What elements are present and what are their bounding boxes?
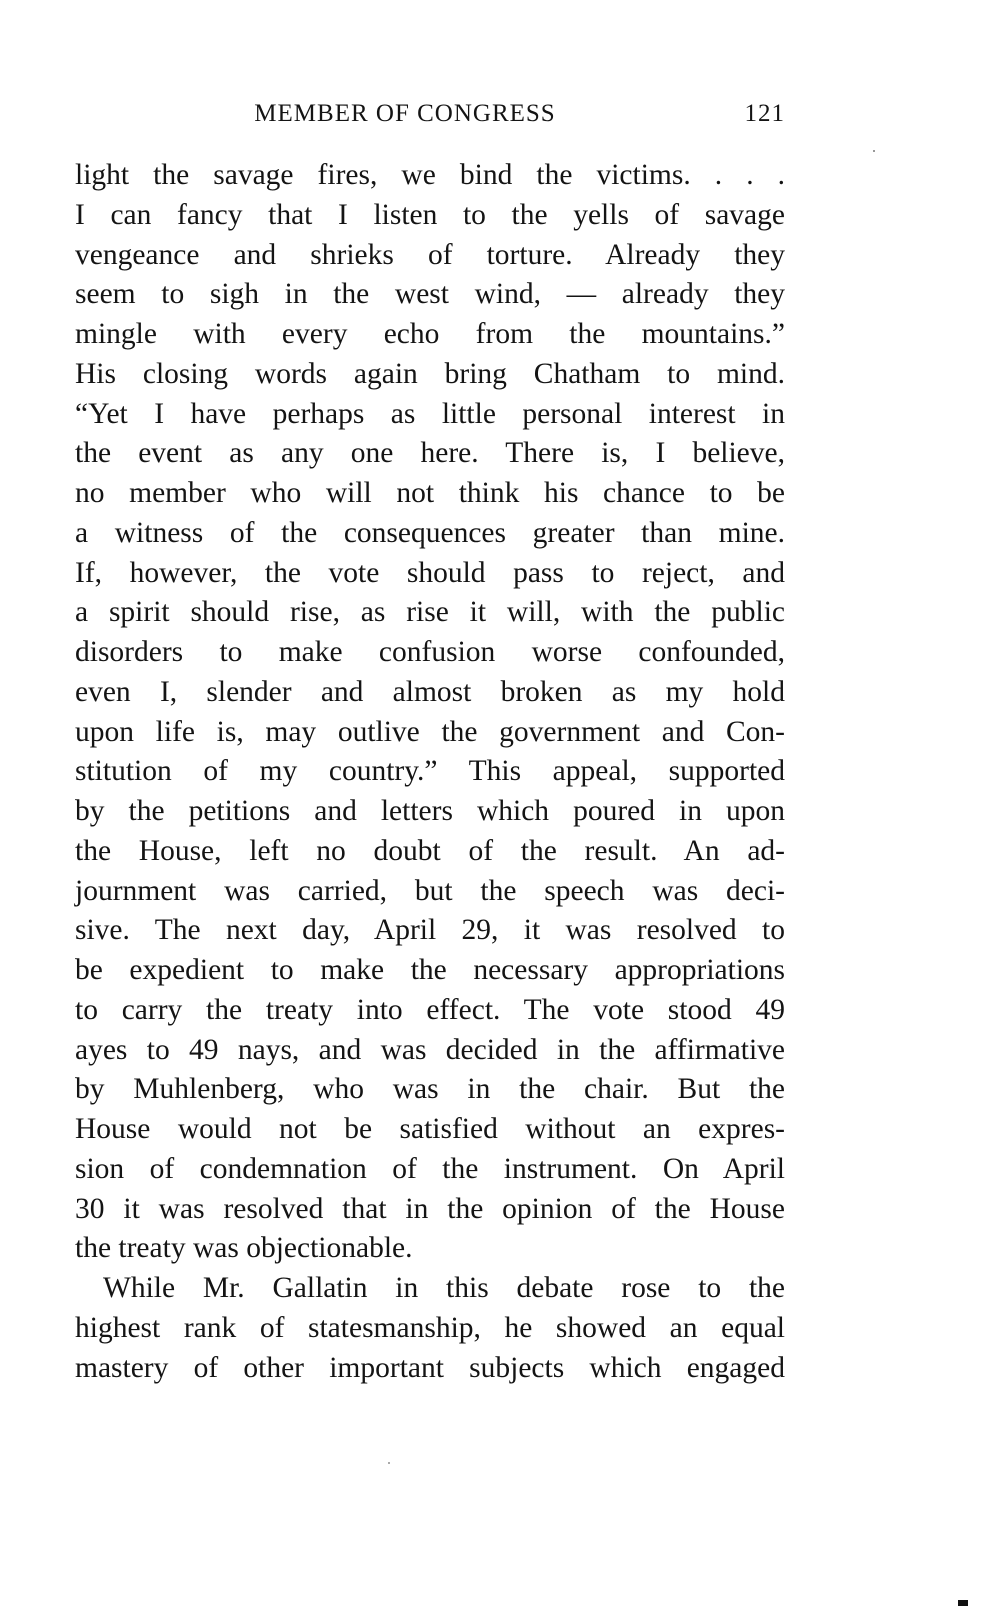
text-line: mingle with every echo from the mountains.”: [75, 318, 785, 350]
text-line: the treaty was objectionable.: [75, 1232, 413, 1265]
text-line: mastery of other important subjects which engaged: [75, 1351, 785, 1384]
text-line: “Yet I have perhaps as little personal interest in: [75, 397, 785, 430]
text-line: be expedient to make the necessary appropriations: [75, 954, 785, 986]
text-line: the House, left no doubt of the result. An ad-: [75, 834, 785, 867]
page-number: 121: [744, 100, 785, 127]
text-line: sion of condemnation of the instrument. On April: [75, 1152, 785, 1185]
text-line: highest rank of statesmanship, he showed an equal: [75, 1311, 785, 1344]
scan-speck: [873, 150, 875, 152]
running-header: [75, 100, 785, 136]
text-line: While Mr. Gallatin in this debate rose to the: [103, 1272, 785, 1304]
text-line: to carry the treaty into effect. The vote stood 49: [75, 993, 785, 1026]
text-line: a spirit should rise, as rise it will, with the public: [75, 596, 785, 629]
text-line: If, however, the vote should pass to reject, and: [75, 556, 785, 589]
text-line: upon life is, may outlive the government and Con-: [75, 715, 785, 748]
text-line: journment was carried, but the speech was deci-: [75, 874, 785, 907]
scan-mark: [958, 1600, 968, 1606]
text-line: no member who will not think his chance to be: [75, 477, 785, 509]
text-line: seem to sigh in the west wind, — already they: [75, 278, 785, 311]
text-line: I can fancy that I listen to the yells of savage: [75, 198, 785, 231]
scan-speck: [388, 1462, 390, 1464]
text-line: by Muhlenberg, who was in the chair. But the: [75, 1073, 785, 1106]
text-line: vengeance and shrieks of torture. Already they: [75, 238, 785, 271]
text-line: sive. The next day, April 29, it was resolved to: [75, 914, 785, 947]
running-title: MEMBER OF CONGRESS: [254, 100, 556, 127]
text-line: light the savage fires, we bind the victims. . . .: [75, 159, 785, 191]
text-line: House would not be satisfied without an expres-: [75, 1113, 785, 1145]
text-line: ayes to 49 nays, and was decided in the affirmative: [75, 1033, 785, 1066]
text-line: the event as any one here. There is, I believe,: [75, 437, 785, 470]
text-line: by the petitions and letters which poured in upon: [75, 795, 785, 827]
text-line: disorders to make confusion worse confounded,: [75, 636, 785, 668]
text-line: stitution of my country.” This appeal, supported: [75, 755, 785, 788]
text-line: 30 it was resolved that in the opinion of the House: [75, 1192, 785, 1225]
text-line: a witness of the consequences greater than mine.: [75, 516, 785, 549]
text-line: even I, slender and almost broken as my hold: [75, 675, 785, 708]
text-line: His closing words again bring Chatham to mind.: [75, 357, 785, 390]
